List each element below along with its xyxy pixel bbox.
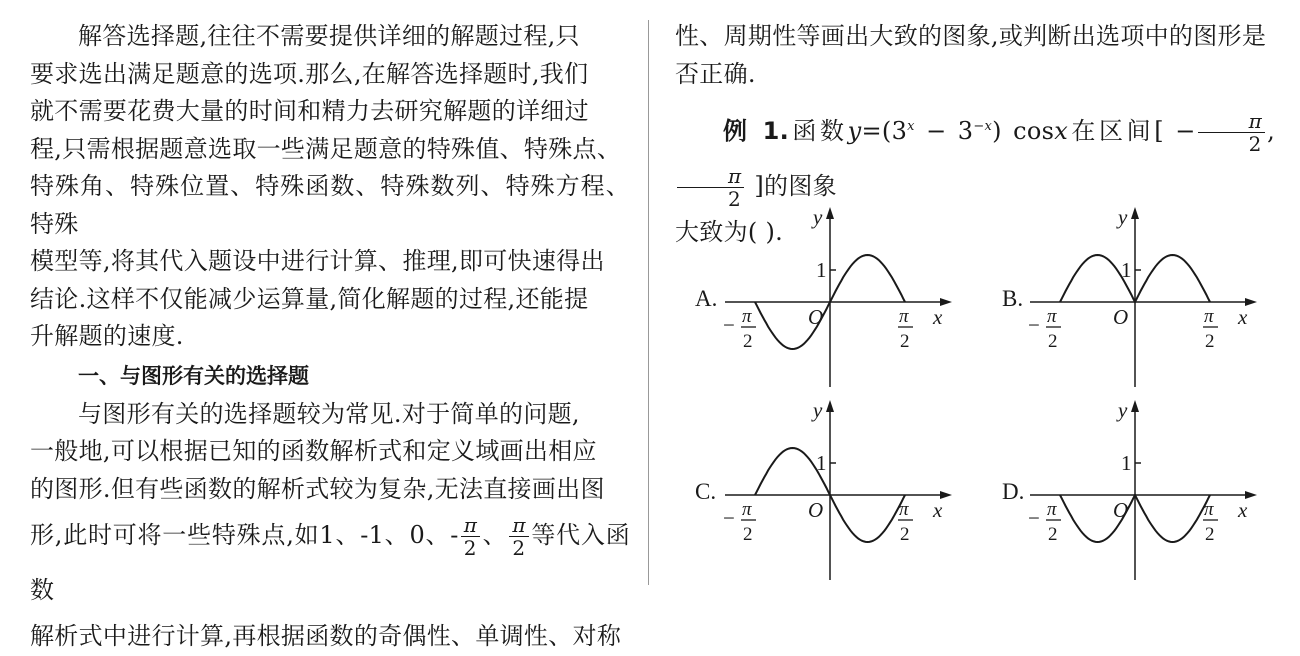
x-axis-label: x [1238,305,1248,329]
x-axis-label: x [1238,498,1248,522]
y-axis-label: y [1118,205,1128,229]
pi-label: π [1204,306,1214,327]
y-axis-label: y [813,398,823,422]
example-label: 例 1. [723,117,790,145]
two-label: 2 [1048,524,1058,545]
y-axis-label: y [1118,398,1128,422]
intro-paragraph [30,18,630,356]
text-line: 性、周期性等画出大致的图象,或判断出选项中的图形是 [675,22,1267,50]
text-line: 就不需要花费大量的时间和精力去研究解题的详细过 [30,97,589,125]
text-line: 的图形.但有些函数的解析式较为复杂,无法直接画出图 [30,474,605,503]
fraction-pi-over-2 [677,165,744,210]
text-segment: , [1267,117,1276,145]
two-label: 2 [1205,331,1215,352]
text-line: 解析式中进行计算,再根据函数的奇偶性、单调性、对称 [30,622,622,650]
y-tick-label-1: 1 [1121,258,1132,282]
text-line: 否正确. [675,59,756,88]
option-letter: D. [1002,479,1025,504]
answer-options-graphs [690,205,1270,585]
denominator: 2 [463,536,477,560]
text-segment: 在区间[ − [1068,117,1196,145]
y-tick-label-1: 1 [1121,451,1132,475]
minus-sign: − [723,313,735,337]
formula-part: ) cos [992,117,1055,145]
x-axis-label: x [933,498,943,522]
origin-label: O [808,498,824,522]
y-axis-arrow [1131,400,1139,412]
section-paragraph [30,396,630,656]
y-axis-arrow [826,207,834,219]
pi-label: π [742,306,752,327]
text-line: 要求选出满足题意的选项.那么,在解答选择题时,我们 [30,59,589,88]
y-axis-label: y [813,205,823,229]
text-line: 与图形有关的选择题较为常见.对于简单的问题, [78,399,580,428]
minus-sign: − [1028,506,1040,530]
numerator: π [461,514,480,537]
two-label: 2 [900,331,910,352]
graph-option-a [695,205,952,387]
formula-part: − 3 [914,117,974,145]
pi-label: π [1047,499,1057,520]
fraction-pi-over-2 [461,514,480,559]
section-heading: 一、与图形有关的选择题 [78,363,309,388]
graph-option-d [1002,398,1257,580]
graph-option-c [695,398,952,580]
text-segment: ]的图象 [746,172,837,200]
exponent: x [907,119,915,134]
formula-var: y [847,117,862,145]
minus-sign: − [1028,313,1040,337]
origin-label: O [1113,305,1129,329]
y-axis-arrow [1131,207,1139,219]
y-tick-label-1: 1 [816,451,827,475]
exponent: −x [973,119,993,134]
formula-part: =(3 [861,117,908,145]
pi-label: π [899,306,909,327]
text-line: 升解题的速度. [30,322,184,350]
y-axis-arrow [826,400,834,412]
special-points-line [30,508,630,618]
fraction-pi-over-2 [1198,110,1265,155]
text-segment: 、 [482,521,508,549]
denominator: 2 [1248,132,1262,156]
two-label: 2 [1048,331,1058,352]
numerator: π [509,514,528,537]
two-label: 2 [1205,524,1215,545]
option-letter: C. [695,479,717,504]
text-segment: 形,此时可将一些特殊点,如1、-1、0、- [30,521,459,549]
text-segment: 函数 [789,117,848,145]
graph-option-b [1002,205,1257,387]
option-letter: B. [1002,286,1024,311]
text-line: 程,只需根据题意选取一些满足题意的特殊值、特殊点、 [30,134,622,163]
fraction-pi-over-2 [509,514,528,559]
left-column [30,0,630,656]
origin-label: O [1113,498,1129,522]
two-label: 2 [900,524,910,545]
text-line: 大致为( ). [675,218,784,246]
numerator: π [677,165,744,188]
text-line: 解答选择题,往往不需要提供详细的解题过程,只 [78,22,580,50]
denominator: 2 [728,187,742,211]
pi-label: π [742,499,752,520]
pi-label: π [899,499,909,520]
text-segment: 等代入函数 [30,521,630,604]
option-letter: A. [695,286,718,311]
origin-label: O [808,305,824,329]
denominator: 2 [512,536,526,560]
pi-label: π [1047,306,1057,327]
x-axis-label: x [933,305,943,329]
text-line: 模型等,将其代入题设中进行计算、推理,即可快速得出 [30,247,605,275]
text-line: 一般地,可以根据已知的函数解析式和定义域画出相应 [30,437,597,465]
minus-sign: − [723,506,735,530]
text-line: 特殊角、特殊位置、特殊函数、特殊数列、特殊方程、特殊 [30,172,630,238]
formula-var: x [1054,117,1069,145]
pi-label: π [1204,499,1214,520]
text-line: 结论.这样不仅能减少运算量,简化解题的过程,还能提 [30,284,589,313]
two-label: 2 [743,524,753,545]
column-divider [648,20,649,585]
example-line [675,99,1275,214]
y-tick-label-1: 1 [816,258,827,282]
two-label: 2 [743,331,753,352]
continuation-paragraph [675,18,1275,93]
numerator: π [1198,110,1265,133]
